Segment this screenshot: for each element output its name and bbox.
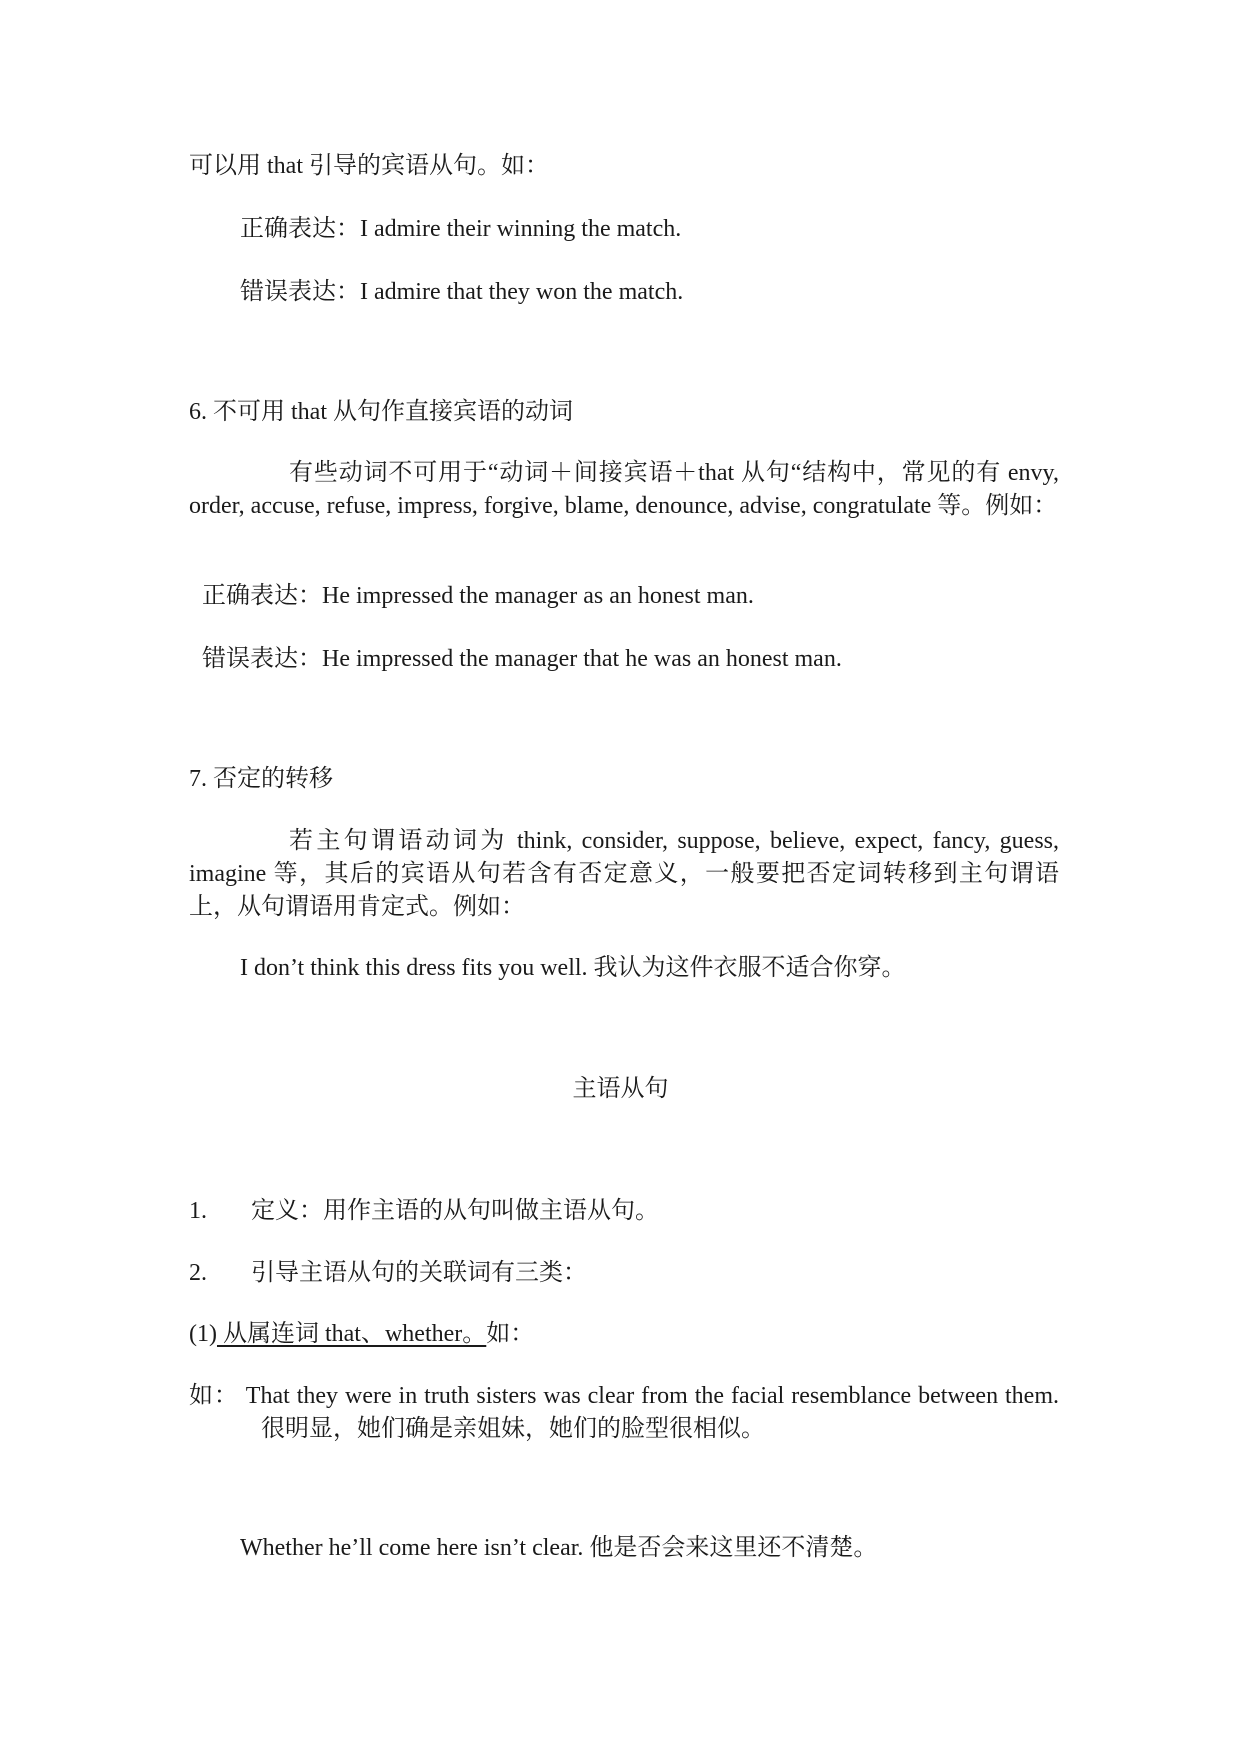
list-text: 引导主语从句的关联词有三类： xyxy=(251,1260,587,1286)
correct-example: 正确表达：I admire their winning the match. xyxy=(240,216,682,242)
example-paragraph xyxy=(189,1380,1059,1446)
correct-example: 正确表达：He impressed the manager as an honest man. xyxy=(202,583,754,609)
paragraph-7: 若主句谓语动词为 think, consider, suppose, believe, expect, fancy, guess, imagine 等，其后的宾语从句若含有否定意义，一般要把否定词转移到主句谓语上，从句谓语用肯定式。例如： xyxy=(189,828,1059,920)
example-chinese: 很明显，她们确是亲姐妹，她们的脸型很相似。 xyxy=(261,1416,765,1442)
section-heading-7: 7. 否定的转移 xyxy=(189,766,333,792)
list-number: 2. xyxy=(189,1260,207,1286)
list-number: 1. xyxy=(189,1198,207,1224)
section-title: 主语从句 xyxy=(572,1076,669,1102)
sub-item-number: (1) xyxy=(189,1321,217,1347)
text-line: 可以用 that 引导的宾语从句。如： xyxy=(189,153,549,179)
sub-item-1 xyxy=(189,1318,1059,1351)
list-text: 定义：用作主语的从句叫做主语从句。 xyxy=(251,1198,659,1224)
list-item-1 xyxy=(189,1195,1059,1228)
example-sentence: Whether he’ll come here isn’t clear. 他是否会来这里还不清楚。 xyxy=(240,1535,878,1561)
example-sentence: I don’t think this dress fits you well. 我认为这件衣服不适合你穿。 xyxy=(240,955,906,981)
underlined-text: 从属连词 that、whether。 xyxy=(216,1321,487,1347)
section-heading-6: 6. 不可用 that 从句作直接宾语的动词 xyxy=(189,399,573,425)
wrong-example: 错误表达：He impressed the manager that he was an honest man. xyxy=(202,646,842,672)
paragraph-6: 有些动词不可用于“动词＋间接宾语＋that 从句“结构中，常见的有 envy, order, accuse, refuse, impress, forgive, blame, denounce, advise, congratulate 等。例如： xyxy=(189,460,1059,519)
list-item-2 xyxy=(189,1257,1059,1290)
example-english: 如： That they were in truth sisters was clear from the facial resemblance between them. xyxy=(189,1383,1059,1409)
sub-item-suffix: 如： xyxy=(486,1321,535,1347)
wrong-example: 错误表达：I admire that they won the match. xyxy=(240,279,684,305)
